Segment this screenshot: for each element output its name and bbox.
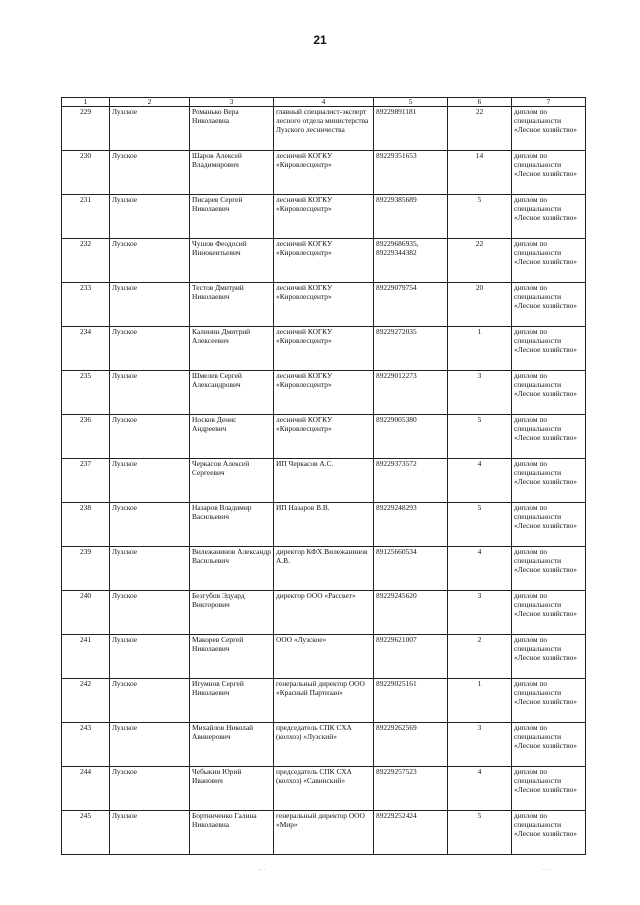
phone-cell: 89229012273	[374, 371, 448, 415]
table-row	[62, 371, 586, 415]
phone-cell: 89229385689	[374, 195, 448, 239]
district-cell: Лузское	[110, 767, 190, 811]
education-cell: диплом по специальности «Лесное хозяйство»	[512, 547, 586, 591]
position-cell: лесничий КОГКУ «Кировлесцентр»	[274, 415, 374, 459]
table-row	[62, 195, 586, 239]
full-name-cell: Чебыкин Юрий Иванович	[190, 767, 274, 811]
table-body	[62, 107, 586, 855]
column-header: 6	[448, 98, 512, 107]
column-header: 4	[274, 98, 374, 107]
district-cell: Лузское	[110, 283, 190, 327]
phone-cell: 89229262569	[374, 723, 448, 767]
row-number: 238	[62, 503, 110, 547]
district-cell: Лузское	[110, 723, 190, 767]
column-header: 2	[110, 98, 190, 107]
education-cell: диплом по специальности «Лесное хозяйство»	[512, 327, 586, 371]
table-row	[62, 811, 586, 855]
full-name-cell: Игумнов Сергей Николаевич	[190, 679, 274, 723]
education-cell: диплом по специальности «Лесное хозяйство»	[512, 195, 586, 239]
district-cell: Лузское	[110, 371, 190, 415]
position-cell: председатель СПК СХА (колхоз) «Лузский»	[274, 723, 374, 767]
district-cell: Лузское	[110, 679, 190, 723]
row-number: 231	[62, 195, 110, 239]
row-number: 243	[62, 723, 110, 767]
row-number: 236	[62, 415, 110, 459]
position-cell: лесничий КОГКУ «Кировлесцентр»	[274, 371, 374, 415]
experience-cell: 22	[448, 239, 512, 283]
education-cell: диплом по специальности «Лесное хозяйство»	[512, 459, 586, 503]
phone-cell: 89229686935, 89229344382	[374, 239, 448, 283]
full-name-cell: Тестов Дмитрий Николаевич	[190, 283, 274, 327]
row-number: 230	[62, 151, 110, 195]
position-cell: лесничий КОГКУ «Кировлесцентр»	[274, 195, 374, 239]
scan-artifact: ·· ··	[542, 867, 552, 873]
table-row	[62, 635, 586, 679]
row-number: 229	[62, 107, 110, 151]
table-row	[62, 679, 586, 723]
phone-cell: 89229079754	[374, 283, 448, 327]
district-cell: Лузское	[110, 151, 190, 195]
table-row	[62, 547, 586, 591]
position-cell: лесничий КОГКУ «Кировлесцентр»	[274, 283, 374, 327]
phone-cell: 89229351653	[374, 151, 448, 195]
full-name-cell: Бортниченко Галина Николаевна	[190, 811, 274, 855]
phone-cell: 89125660534	[374, 547, 448, 591]
table-row	[62, 591, 586, 635]
experience-cell: 5	[448, 195, 512, 239]
education-cell: диплом по специальности «Лесное хозяйство»	[512, 107, 586, 151]
row-number: 245	[62, 811, 110, 855]
experience-cell: 4	[448, 767, 512, 811]
table-row	[62, 459, 586, 503]
education-cell: диплом по специальности «Лесное хозяйство»	[512, 723, 586, 767]
table-row	[62, 151, 586, 195]
experience-cell: 3	[448, 723, 512, 767]
full-name-cell: Носков Денис Андреевич	[190, 415, 274, 459]
row-number: 242	[62, 679, 110, 723]
position-cell: лесничий КОГКУ «Кировлесцентр»	[274, 239, 374, 283]
phone-cell: 89229272035	[374, 327, 448, 371]
position-cell: ООО «Лузское»	[274, 635, 374, 679]
full-name-cell: Калинин Дмитрий Алексеевич	[190, 327, 274, 371]
column-header: 7	[512, 98, 586, 107]
position-cell: ИП Черкасов А.С.	[274, 459, 374, 503]
full-name-cell: Михайлов Николай Авинерович	[190, 723, 274, 767]
full-name-cell: Вилежанинов Александр Васильевич	[190, 547, 274, 591]
district-cell: Лузское	[110, 107, 190, 151]
table-row	[62, 327, 586, 371]
district-cell: Лузское	[110, 547, 190, 591]
education-cell: диплом по специальности «Лесное хозяйство»	[512, 371, 586, 415]
specialists-table	[61, 97, 586, 855]
education-cell: диплом по специальности «Лесное хозяйство»	[512, 635, 586, 679]
education-cell: диплом по специальности «Лесное хозяйство»	[512, 503, 586, 547]
phone-cell: 89229621007	[374, 635, 448, 679]
table-row	[62, 415, 586, 459]
position-cell: ИП Назаров В.В.	[274, 503, 374, 547]
district-cell: Лузское	[110, 327, 190, 371]
full-name-cell: Романько Вера Николаевна	[190, 107, 274, 151]
phone-cell: 89229005380	[374, 415, 448, 459]
scan-artifact: ·· ·	[258, 867, 266, 873]
phone-cell: 89229373572	[374, 459, 448, 503]
full-name-cell: Черкасов Алексей Сергеевич	[190, 459, 274, 503]
education-cell: диплом по специальности «Лесное хозяйство»	[512, 151, 586, 195]
position-cell: председатель СПК СХА (колхоз) «Савинский»	[274, 767, 374, 811]
column-header: 3	[190, 98, 274, 107]
table-row	[62, 283, 586, 327]
phone-cell: 89229248293	[374, 503, 448, 547]
experience-cell: 22	[448, 107, 512, 151]
row-number: 240	[62, 591, 110, 635]
row-number: 241	[62, 635, 110, 679]
district-cell: Лузское	[110, 503, 190, 547]
experience-cell: 4	[448, 547, 512, 591]
position-cell: лесничий КОГКУ «Кировлесцентр»	[274, 151, 374, 195]
full-name-cell: Шаров Алексей Владимирович	[190, 151, 274, 195]
education-cell: диплом по специальности «Лесное хозяйство»	[512, 811, 586, 855]
full-name-cell: Писарев Сергей Николаевич	[190, 195, 274, 239]
experience-cell: 3	[448, 371, 512, 415]
experience-cell: 5	[448, 503, 512, 547]
full-name-cell: Назаров Владимир Васильевич	[190, 503, 274, 547]
position-cell: директор ООО «Рассвет»	[274, 591, 374, 635]
position-cell: генеральный директор ООО «Красный Партизан»	[274, 679, 374, 723]
position-cell: генеральный директор ООО «Мир»	[274, 811, 374, 855]
full-name-cell: Шмелев Сергей Александрович	[190, 371, 274, 415]
row-number: 232	[62, 239, 110, 283]
experience-cell: 3	[448, 591, 512, 635]
education-cell: диплом по специальности «Лесное хозяйство»	[512, 767, 586, 811]
position-cell: директор КФХ Вилежанинов А.В.	[274, 547, 374, 591]
experience-cell: 4	[448, 459, 512, 503]
experience-cell: 5	[448, 811, 512, 855]
page-number: 21	[313, 33, 327, 47]
table-row	[62, 107, 586, 151]
district-cell: Лузское	[110, 459, 190, 503]
table-row	[62, 239, 586, 283]
row-number: 239	[62, 547, 110, 591]
row-number: 233	[62, 283, 110, 327]
experience-cell: 1	[448, 327, 512, 371]
experience-cell: 5	[448, 415, 512, 459]
phone-cell: 89229245620	[374, 591, 448, 635]
education-cell: диплом по специальности «Лесное хозяйство»	[512, 679, 586, 723]
phone-cell: 89229025161	[374, 679, 448, 723]
position-cell: главный специалист-эксперт лесного отдела министерства Лузского лесничества	[274, 107, 374, 151]
full-name-cell: Чушов Феодосий Иннокентьевич	[190, 239, 274, 283]
full-name-cell: Макорев Сергей Николаевич	[190, 635, 274, 679]
column-header: 1	[62, 98, 110, 107]
district-cell: Лузское	[110, 811, 190, 855]
phone-cell: 89229252424	[374, 811, 448, 855]
phone-cell: 89229891181	[374, 107, 448, 151]
phone-cell: 89229257523	[374, 767, 448, 811]
district-cell: Лузское	[110, 415, 190, 459]
column-header: 5	[374, 98, 448, 107]
table-row	[62, 503, 586, 547]
district-cell: Лузское	[110, 635, 190, 679]
district-cell: Лузское	[110, 239, 190, 283]
row-number: 237	[62, 459, 110, 503]
experience-cell: 14	[448, 151, 512, 195]
row-number: 235	[62, 371, 110, 415]
education-cell: диплом по специальности «Лесное хозяйство»	[512, 415, 586, 459]
education-cell: диплом по специальности «Лесное хозяйство»	[512, 283, 586, 327]
full-name-cell: Безгубов Эдуард Викторович	[190, 591, 274, 635]
row-number: 234	[62, 327, 110, 371]
experience-cell: 1	[448, 679, 512, 723]
table-row	[62, 767, 586, 811]
row-number: 244	[62, 767, 110, 811]
column-number-row	[62, 98, 586, 107]
experience-cell: 2	[448, 635, 512, 679]
district-cell: Лузское	[110, 195, 190, 239]
experience-cell: 20	[448, 283, 512, 327]
position-cell: лесничий КОГКУ «Кировлесцентр»	[274, 327, 374, 371]
district-cell: Лузское	[110, 591, 190, 635]
table-row	[62, 723, 586, 767]
education-cell: диплом по специальности «Лесное хозяйство»	[512, 239, 586, 283]
education-cell: диплом по специальности «Лесное хозяйство»	[512, 591, 586, 635]
